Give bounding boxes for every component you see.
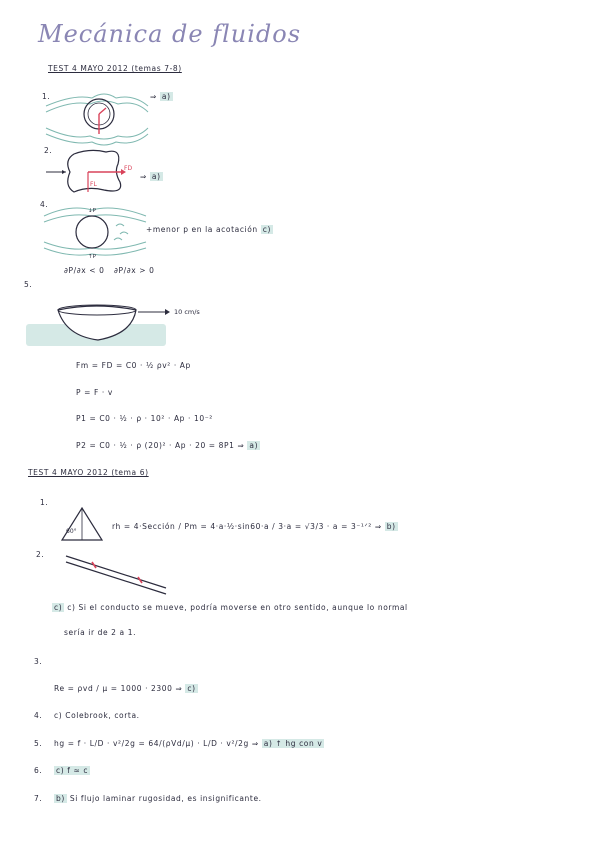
section-header-1: TEST 4 MAYO 2012 (temas 7-8) — [48, 64, 182, 73]
q1-answer: ⇒ a) — [150, 92, 171, 101]
s2-q1-angle-label: 60° — [66, 528, 77, 535]
q4-pressure-diagram — [40, 200, 150, 262]
s2-q2-text-line1: c) c) Si el conducto se mueve, podría moverse en otro sentido, aunque lo normal — [54, 603, 408, 612]
s2-q1-eq: rh = 4·Sección / Pm = 4·a·½·sin60·a / 3·a = √3/3 · a = 3⁻¹ᐟ² ⇒ b) — [112, 522, 396, 531]
page-title: Mecánica de fluidos — [38, 20, 302, 48]
s2-q2-number: 2. — [36, 550, 45, 559]
q5-number: 5. — [24, 280, 33, 289]
q1-number: 1. — [42, 92, 51, 101]
q4-number: 4. — [40, 200, 49, 209]
q2-number: 2. — [44, 146, 53, 155]
q2-body-forces-diagram — [44, 146, 154, 198]
q2-answer: ⇒ a) — [140, 172, 161, 181]
q4-answer: +menor p en la acotación c) — [146, 225, 272, 234]
q4-bottom-label: ↑P — [88, 254, 96, 260]
q1-cylinder-flow-diagram — [44, 88, 149, 148]
q4-top-label: ↓P — [88, 208, 96, 214]
s2-q1-number: 1. — [40, 498, 49, 507]
s2-q3-eq: Re = ρvd / μ = 1000 · 2300 ⇒ c) — [54, 684, 196, 693]
s2-q4-number: 4. — [34, 711, 43, 720]
q5-velocity-label: 10 cm/s — [174, 308, 200, 316]
s2-q3-number: 3. — [34, 657, 43, 666]
s2-q6-number: 6. — [34, 766, 43, 775]
q5-boat-diagram — [26, 300, 226, 350]
s2-q4-text: c) Colebrook, corta. — [54, 711, 140, 720]
q2-fd-label: FD — [124, 165, 133, 172]
s2-q7-number: 7. — [34, 794, 43, 803]
s2-q1-triangle-diagram — [56, 506, 106, 542]
q4-gradient-right: ∂P/∂x > 0 — [114, 266, 155, 275]
q5-eq1: Fm = FD = C0 · ½ ρv² · Ap — [76, 361, 191, 370]
section-header-2: TEST 4 MAYO 2012 (tema 6) — [28, 468, 149, 477]
q5-eq3: P1 = C0 · ½ · ρ · 10² · Ap · 10⁻² — [76, 414, 213, 423]
s2-q5-number: 5. — [34, 739, 43, 748]
s2-q2-text-line2: sería ir de 2 a 1. — [64, 628, 137, 637]
q2-fl-label: FL — [90, 181, 97, 188]
q5-eq2: P = F · v — [76, 388, 113, 397]
q4-gradient-left: ∂P/∂x < 0 — [64, 266, 105, 275]
s2-q7-text: b) Si flujo laminar rugosidad, es insignificante. — [56, 794, 262, 803]
s2-q6-text: c) f ≈ c — [56, 766, 89, 775]
s2-q2-pipe-diagram — [62, 552, 172, 596]
q5-eq4: P2 = C0 · ½ · ρ (20)² · Ap · 20 = 8P1 ⇒ a) — [76, 441, 259, 450]
s2-q5-eq: hg = f · L/D · v²/2g = 64/(ρVd/μ) · L/D · v²/2g ⇒ a) ↑ hg con v — [54, 739, 323, 748]
